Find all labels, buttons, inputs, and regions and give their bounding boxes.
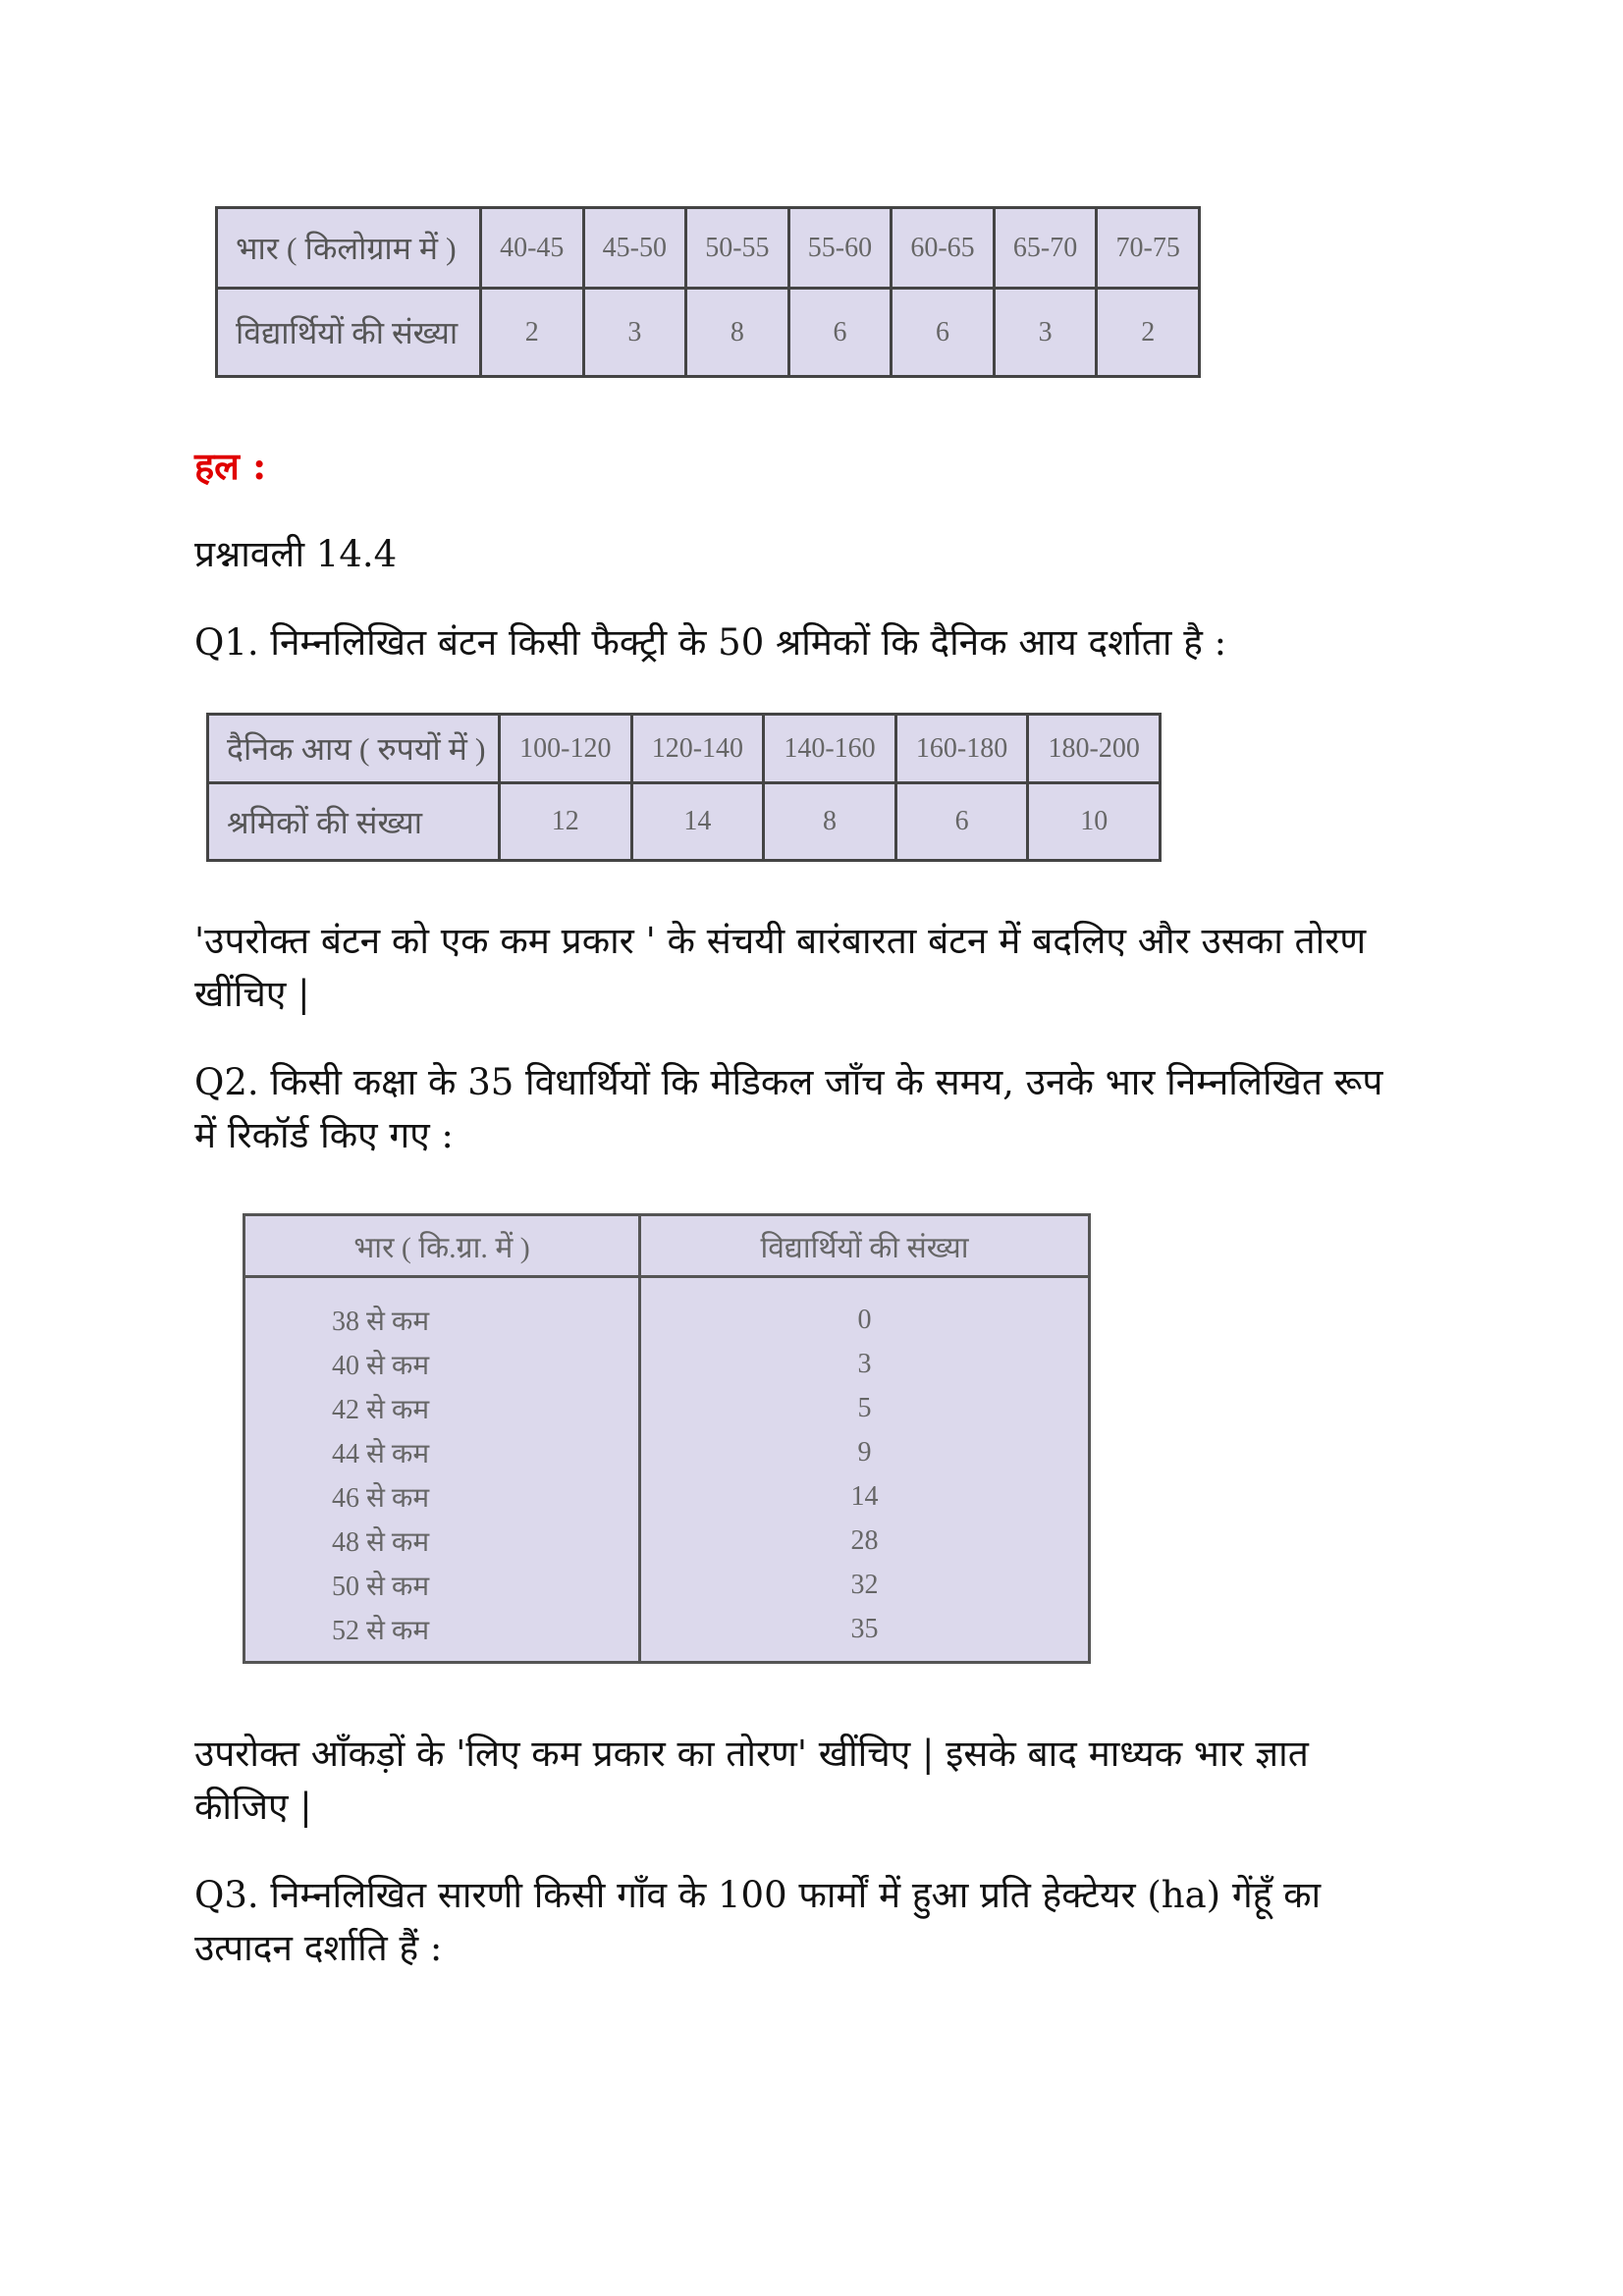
row-label: 38 से कम [244,1298,640,1342]
table-cell: 55-60 [788,208,892,289]
row-label: 42 से कम [244,1386,640,1430]
q2-text-line2: में रिकॉर्ड किए गए : [194,1114,454,1156]
table-cell: 65-70 [994,208,1097,289]
row-label: 52 से कम [244,1607,640,1651]
table-cell: 50-55 [686,208,789,289]
row-label: 48 से कम [244,1519,640,1563]
row-value: 3 [857,1348,872,1379]
col2-header: विद्यार्थियों की संख्या [640,1215,1090,1277]
row-label: 40 से कम [244,1342,640,1386]
table-cell: 8 [764,783,896,861]
table-cell: 6 [788,289,892,377]
table-row [244,1430,1090,1474]
row-value: 28 [850,1524,879,1556]
table-header-label: दैनिक आय ( रुपयों में ) [208,715,500,783]
table-cell: 14 [631,783,764,861]
row-label: 50 से कम [244,1563,640,1607]
table-row [244,1386,1090,1430]
q1-instruction-line1: 'उपरोक्त बंटन को एक कम प्रकार ' के संचयी बारंबारता बंटन में बदलिए और उसका तोरण [194,920,1367,962]
q2-text-line1: Q2. किसी कक्षा के 35 विधार्थियों कि मेडिकल जाँच के समय, उनके भार निम्नलिखित रूप [194,1061,1383,1103]
q3-text-line2: उत्पादन दर्शाति हैं : [194,1927,443,1969]
table-cell: 180-200 [1028,715,1161,783]
row-value: 14 [850,1480,879,1512]
table-header-label: भार ( किलोग्राम में ) [217,208,481,289]
table-cell: 2 [481,289,584,377]
q3-text-line1: Q3. निम्नलिखित सारणी किसी गाँव के 100 फार्मों में हुआ प्रति हेक्टेयर (ha) गेंहूँ का [194,1874,1322,1916]
solution-label: हल : [194,444,267,488]
table-cell: 60-65 [892,208,995,289]
table-cell: 12 [500,783,632,861]
cumulative-weight-table [243,1213,1091,1664]
table-cell: 45-50 [583,208,686,289]
table-cell: 140-160 [764,715,896,783]
table-row-label: श्रमिकों की संख्या [208,783,500,861]
table-cell: 70-75 [1097,208,1200,289]
table-cell: 3 [994,289,1097,377]
row-value: 32 [850,1569,879,1600]
table-cell: 6 [895,783,1028,861]
table-cell: 160-180 [895,715,1028,783]
daily-income-table [206,713,1162,862]
table-cell: 8 [686,289,789,377]
row-value: 0 [857,1304,872,1335]
table-cell: 100-120 [500,715,632,783]
table-cell: 3 [583,289,686,377]
q1-instruction-line2: खींचिए | [194,973,310,1015]
table-row [244,1519,1090,1563]
table-row [244,1474,1090,1519]
table-row-label: विद्यार्थियों की संख्या [217,289,481,377]
row-value: 9 [857,1436,872,1468]
q1-text: Q1. निम्नलिखित बंटन किसी फैक्ट्री के 50 श्रमिकों कि दैनिक आय दर्शाता है : [194,621,1227,664]
row-value: 5 [857,1392,872,1423]
table-cell: 120-140 [631,715,764,783]
row-value: 35 [850,1613,879,1644]
table-row [244,1563,1090,1607]
weight-distribution-table [215,206,1201,378]
table-cell: 40-45 [481,208,584,289]
row-label: 46 से कम [244,1474,640,1519]
q2-instruction-line2: कीजिए | [194,1786,312,1828]
row-label: 44 से कम [244,1430,640,1474]
col1-header: भार ( कि.ग्रा. में ) [244,1215,640,1277]
table-cell: 10 [1028,783,1161,861]
exercise-title: प्रश्नावली 14.4 [194,533,398,575]
table-row [244,1342,1090,1386]
table-row [244,1298,1090,1342]
q2-instruction-line1: उपरोक्त आँकड़ों के 'लिए कम प्रकार का तोरण' खींचिए | इसके बाद माध्यक भार ज्ञात [194,1733,1309,1775]
table-cell: 6 [892,289,995,377]
table-row [244,1607,1090,1651]
table-cell: 2 [1097,289,1200,377]
